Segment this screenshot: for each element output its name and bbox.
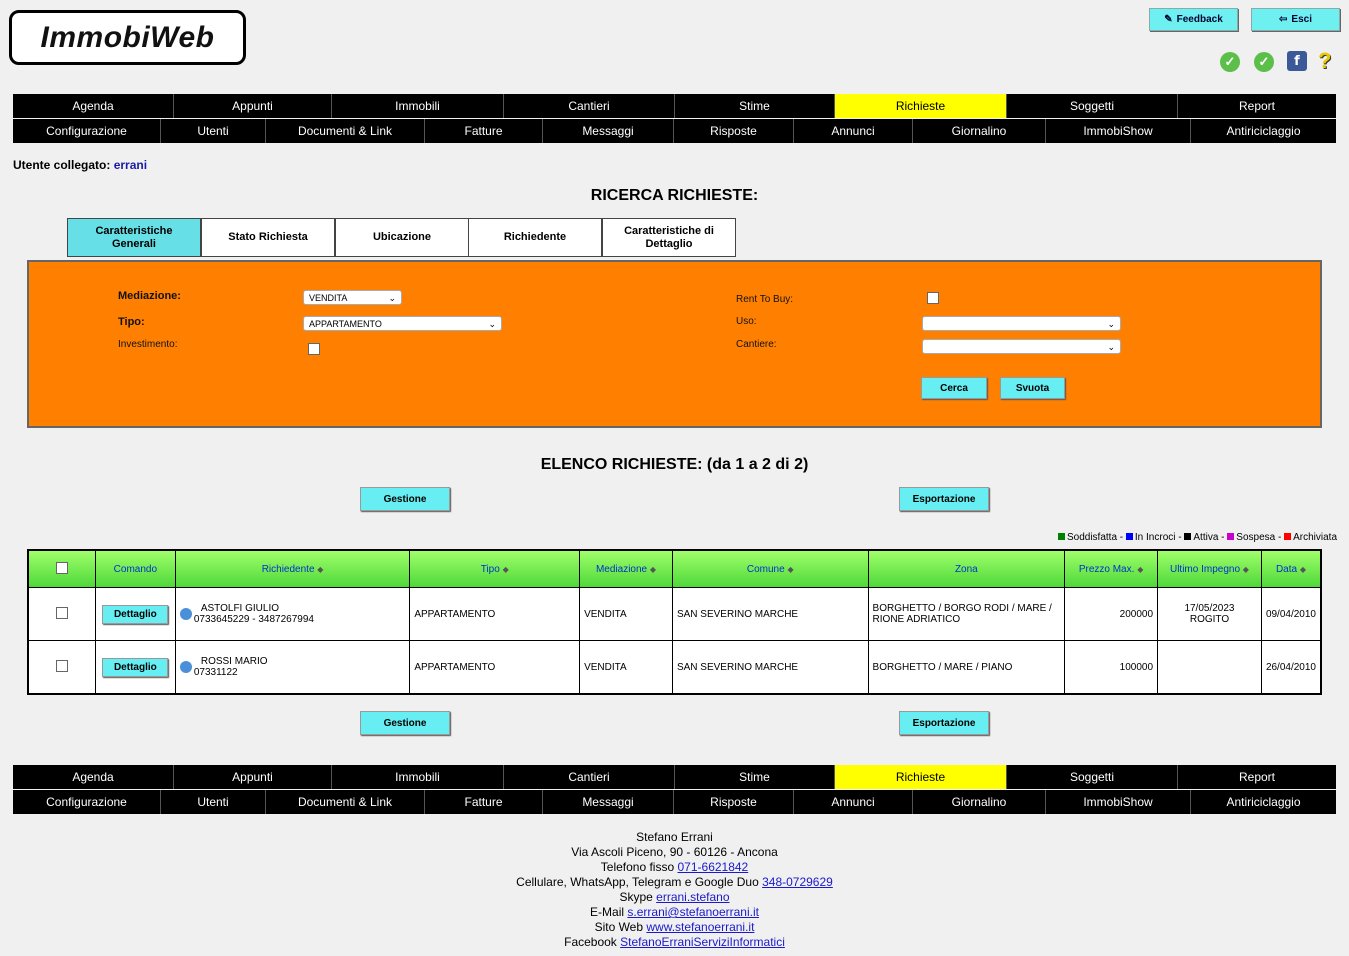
- bottom-menu-item-antiriciclaggio[interactable]: Antiriciclaggio: [1190, 790, 1336, 814]
- col-comune-label: Comune: [746, 563, 785, 575]
- cantiere-label: Cantiere:: [736, 339, 777, 350]
- chevron-down-icon: ⌄: [1107, 319, 1115, 329]
- bottom-menu-item-agenda[interactable]: Agenda: [72, 770, 114, 784]
- sort-icon: ◆: [1137, 564, 1144, 574]
- tab-label: Caratteristiche di Dettaglio: [624, 224, 714, 250]
- clear-button[interactable]: Svuota: [1000, 377, 1065, 399]
- bottom-menu-item-stime[interactable]: Stime: [674, 765, 834, 789]
- legend-swatch: [1184, 533, 1191, 540]
- menu-item-appunti[interactable]: Appunti: [173, 94, 331, 118]
- row-data: 09/04/2010: [1261, 588, 1321, 641]
- select-all-header: [28, 550, 95, 588]
- col-zona: [868, 550, 1065, 588]
- facebook-icon[interactable]: f: [1287, 51, 1307, 71]
- footer-phone-link[interactable]: 071-6621842: [677, 860, 749, 874]
- col-mediazione[interactable]: [580, 550, 673, 588]
- exit-button[interactable]: [1251, 8, 1340, 31]
- legend-swatch: [1227, 533, 1234, 540]
- menu-item-report[interactable]: Report: [1177, 94, 1336, 118]
- menu-item-annunci[interactable]: Annunci: [793, 119, 912, 143]
- help-icon[interactable]: ?: [1318, 48, 1332, 73]
- bottom-menu-row-1: [13, 765, 1336, 789]
- logged-user-label: Utente collegato:: [13, 158, 111, 172]
- row-select-cell: [28, 588, 95, 641]
- bottom-menu-item-documenti-link[interactable]: Documenti & Link: [265, 790, 424, 814]
- footer-name: Stefano Errani: [636, 830, 713, 844]
- detail-button[interactable]: Dettaglio: [102, 658, 168, 677]
- row-data: 26/04/2010: [1261, 641, 1321, 695]
- bottom-menu-item-immobishow[interactable]: ImmobiShow: [1045, 790, 1190, 814]
- main-menu-row-2: [13, 119, 1336, 143]
- sort-icon: ◆: [787, 564, 794, 574]
- check-icon[interactable]: ✓: [1220, 52, 1240, 72]
- feedback-label: Feedback: [1176, 14, 1223, 25]
- search-button[interactable]: Cerca: [921, 377, 987, 399]
- footer-phone-label: Telefono fisso: [600, 860, 675, 874]
- bottom-menu-item-richieste[interactable]: Richieste: [834, 765, 1006, 789]
- manage-button-top[interactable]: Gestione: [360, 487, 450, 511]
- rent-to-buy-label: Rent To Buy:: [736, 294, 794, 305]
- col-tipo-label: Tipo: [480, 563, 500, 575]
- menu-item-giornalino[interactable]: Giornalino: [912, 119, 1045, 143]
- table-header-row: [28, 550, 1321, 588]
- col-richiedente-label: Richiedente: [261, 563, 315, 575]
- rent-to-buy-checkbox[interactable]: [927, 292, 939, 304]
- requests-table: [27, 549, 1322, 695]
- col-comando-label: Comando: [113, 563, 158, 575]
- table-row: [28, 588, 1321, 641]
- footer-web: [0, 920, 1349, 935]
- footer-facebook-label: Facebook: [564, 935, 617, 949]
- chevron-down-icon: ⌄: [488, 319, 496, 329]
- menu-item-fatture[interactable]: Fatture: [424, 119, 542, 143]
- app-logo: ImmobiWeb: [9, 10, 246, 65]
- requester-name: ROSSI MARIO: [200, 656, 268, 667]
- footer-address: Via Ascoli Piceno, 90 - 60126 - Ancona: [571, 845, 778, 859]
- legend-item-archiviata: Archiviata: [1284, 532, 1337, 543]
- menu-item-agenda[interactable]: Agenda: [72, 99, 114, 113]
- menu-item-cantieri[interactable]: Cantieri: [503, 94, 674, 118]
- footer-mobile-label: Cellulare, WhatsApp, Telegram e Google Duo: [516, 875, 759, 889]
- col-mediazione-label: Mediazione: [595, 563, 648, 575]
- mediazione-label: Mediazione:: [118, 290, 181, 302]
- footer-skype-label: Skype: [619, 890, 653, 904]
- sort-icon: ◆: [502, 564, 509, 574]
- tab-label: Caratteristiche Generali: [95, 224, 173, 250]
- footer-phone: [0, 860, 1349, 875]
- col-data[interactable]: [1261, 550, 1321, 588]
- investimento-checkbox[interactable]: [308, 343, 320, 355]
- row-impegno: [1158, 641, 1262, 695]
- investimento-label: Investimento:: [118, 339, 178, 350]
- col-comando: [95, 550, 175, 588]
- requester-info: [193, 603, 314, 625]
- legend-item-sospesa: Sospesa -: [1227, 532, 1284, 543]
- chevron-down-icon: ⌄: [1107, 342, 1115, 352]
- row-prezzo: 200000: [1065, 588, 1158, 641]
- footer-email: [0, 905, 1349, 920]
- menu-item-soggetti[interactable]: Soggetti: [1006, 94, 1177, 118]
- row-checkbox[interactable]: [56, 607, 68, 619]
- menu-item-risposte[interactable]: Risposte: [673, 119, 793, 143]
- bottom-menu-item-soggetti[interactable]: Soggetti: [1006, 765, 1177, 789]
- chevron-down-icon: ⌄: [388, 293, 396, 303]
- footer-web-link[interactable]: www.stefanoerrani.it: [646, 920, 755, 934]
- exit-icon: ⇦: [1279, 14, 1288, 25]
- bottom-menu-item-messaggi[interactable]: Messaggi: [542, 790, 673, 814]
- logged-user-name: errani: [113, 158, 148, 172]
- footer-email-label: E-Mail: [590, 905, 625, 919]
- row-requester-cell: [175, 641, 409, 695]
- tab-label: Stato Richiesta: [228, 231, 308, 243]
- footer-skype-link[interactable]: errani.stefano: [656, 890, 730, 904]
- footer-mobile-link[interactable]: 348-0729629: [762, 875, 833, 889]
- export-button-top[interactable]: Esportazione: [899, 487, 989, 511]
- export-button-bottom[interactable]: Esportazione: [899, 711, 989, 735]
- col-comune[interactable]: [672, 550, 868, 588]
- table-row: [28, 641, 1321, 695]
- legend-item-in-incroci: In Incroci -: [1126, 532, 1184, 543]
- legend-swatch: [1058, 533, 1065, 540]
- row-mediazione: VENDITA: [580, 641, 673, 695]
- row-zona: BORGHETTO / MARE / PIANO: [868, 641, 1065, 695]
- row-prezzo: 100000: [1065, 641, 1158, 695]
- col-zona-label: Zona: [954, 563, 978, 575]
- row-command-cell: [95, 588, 175, 641]
- row-comune: SAN SEVERINO MARCHE: [672, 641, 868, 695]
- requester-info: [193, 656, 268, 678]
- uso-select[interactable]: [922, 316, 1121, 331]
- row-checkbox[interactable]: [56, 660, 68, 672]
- bottom-menu-item-appunti[interactable]: Appunti: [173, 765, 331, 789]
- menu-item-immobishow[interactable]: ImmobiShow: [1045, 119, 1190, 143]
- bottom-menu-item-giornalino[interactable]: Giornalino: [912, 790, 1045, 814]
- check-icon-2[interactable]: ✓: [1254, 52, 1274, 72]
- bottom-menu-row-2: [13, 790, 1336, 814]
- tab-caratteristiche[interactable]: [67, 218, 201, 257]
- col-tipo[interactable]: [410, 550, 580, 588]
- bottom-menu-item-utenti[interactable]: Utenti: [160, 790, 265, 814]
- col-data-label: Data: [1275, 563, 1298, 575]
- footer-web-label: Sito Web: [594, 920, 644, 934]
- cantiere-select[interactable]: [922, 339, 1121, 354]
- legend-swatch: [1284, 533, 1291, 540]
- tab-label: Richiedente: [503, 231, 567, 243]
- row-requester-cell: [175, 588, 409, 641]
- menu-item-richieste[interactable]: Richieste: [834, 94, 1006, 118]
- row-zona: BORGHETTO / BORGO RODI / MARE / RIONE ADRIATICO: [868, 588, 1065, 641]
- person-icon: [180, 661, 192, 673]
- col-prezzo-label: Prezzo Max.: [1078, 563, 1135, 575]
- exit-label: Esci: [1291, 14, 1312, 25]
- bottom-menu-item-cantieri[interactable]: Cantieri: [503, 765, 674, 789]
- tipo-value: APPARTAMENTO: [309, 319, 382, 329]
- footer-skype: [0, 890, 1349, 905]
- menu-item-utenti[interactable]: Utenti: [160, 119, 265, 143]
- legend-item-attiva: Attiva -: [1184, 532, 1227, 543]
- bottom-menu-item-report[interactable]: Report: [1177, 765, 1336, 789]
- menu-item-antiriciclaggio[interactable]: Antiriciclaggio: [1190, 119, 1336, 143]
- feedback-button[interactable]: [1149, 8, 1238, 31]
- tab-caratteristiche-di[interactable]: [602, 218, 736, 257]
- col-impegno-label: Ultimo Impegno: [1169, 563, 1241, 575]
- row-command-cell: [95, 641, 175, 695]
- row-comune: SAN SEVERINO MARCHE: [672, 588, 868, 641]
- feedback-icon: ✎: [1164, 14, 1173, 25]
- menu-item-immobili[interactable]: Immobili: [331, 94, 503, 118]
- requester-phone: 07331122: [193, 667, 238, 678]
- footer-mobile: [0, 875, 1349, 890]
- sort-icon: ◆: [317, 564, 324, 574]
- legend-item-soddisfatta: Soddisfatta -: [1058, 532, 1126, 543]
- col-richiedente[interactable]: [175, 550, 409, 588]
- list-title: ELENCO RICHIESTE: (da 1 a 2 di 2): [540, 456, 809, 473]
- person-icon: [180, 608, 192, 620]
- tab-label: Ubicazione: [372, 231, 432, 243]
- tipo-select[interactable]: [303, 316, 502, 331]
- bottom-menu-item-annunci[interactable]: Annunci: [793, 790, 912, 814]
- bottom-menu-item-configurazione[interactable]: Configurazione: [46, 795, 127, 809]
- col-impegno[interactable]: [1158, 550, 1262, 588]
- row-tipo: APPARTAMENTO: [410, 641, 580, 695]
- footer-facebook-link[interactable]: StefanoErraniServiziInformatici: [620, 935, 785, 949]
- legend-swatch: [1126, 533, 1133, 540]
- menu-item-stime[interactable]: Stime: [674, 94, 834, 118]
- mediazione-select[interactable]: [303, 290, 402, 305]
- uso-label: Uso:: [736, 316, 757, 327]
- row-impegno: 17/05/2023 ROGITO: [1158, 588, 1262, 641]
- col-prezzo[interactable]: [1065, 550, 1158, 588]
- footer-facebook: [0, 935, 1349, 950]
- menu-item-documenti-link[interactable]: Documenti & Link: [265, 119, 424, 143]
- sort-icon: ◆: [649, 564, 657, 574]
- search-form-panel: [27, 260, 1322, 428]
- select-all-checkbox[interactable]: [56, 562, 68, 574]
- row-tipo: APPARTAMENTO: [410, 588, 580, 641]
- footer-contacts: [0, 830, 1349, 950]
- tab-stato-richiesta[interactable]: [201, 218, 335, 257]
- row-select-cell: [28, 641, 95, 695]
- menu-item-configurazione[interactable]: Configurazione: [46, 124, 127, 138]
- logged-user: [13, 158, 147, 172]
- tab-richiedente[interactable]: [468, 218, 602, 257]
- requester-phone: 0733645229 - 3487267994: [193, 614, 314, 625]
- detail-button[interactable]: Dettaglio: [102, 605, 168, 624]
- footer-email-link[interactable]: s.errani@stefanoerrani.it: [627, 905, 759, 919]
- bottom-menu-item-fatture[interactable]: Fatture: [424, 790, 542, 814]
- bottom-menu-item-risposte[interactable]: Risposte: [673, 790, 793, 814]
- mediazione-value: VENDITA: [309, 293, 348, 303]
- main-menu-row-1: [13, 94, 1336, 118]
- menu-item-messaggi[interactable]: Messaggi: [542, 119, 673, 143]
- tab-ubicazione[interactable]: [335, 218, 469, 257]
- sort-icon: ◆: [1299, 564, 1306, 574]
- bottom-menu-item-immobili[interactable]: Immobili: [331, 765, 503, 789]
- requester-name: ASTOLFI GIULIO: [200, 603, 280, 614]
- tipo-label: Tipo:: [118, 316, 145, 328]
- search-title: RICERCA RICHIESTE:: [590, 187, 759, 204]
- sort-icon: ◆: [1242, 564, 1249, 574]
- status-legend: [1058, 532, 1337, 543]
- row-mediazione: VENDITA: [580, 588, 673, 641]
- manage-button-bottom[interactable]: Gestione: [360, 711, 450, 735]
